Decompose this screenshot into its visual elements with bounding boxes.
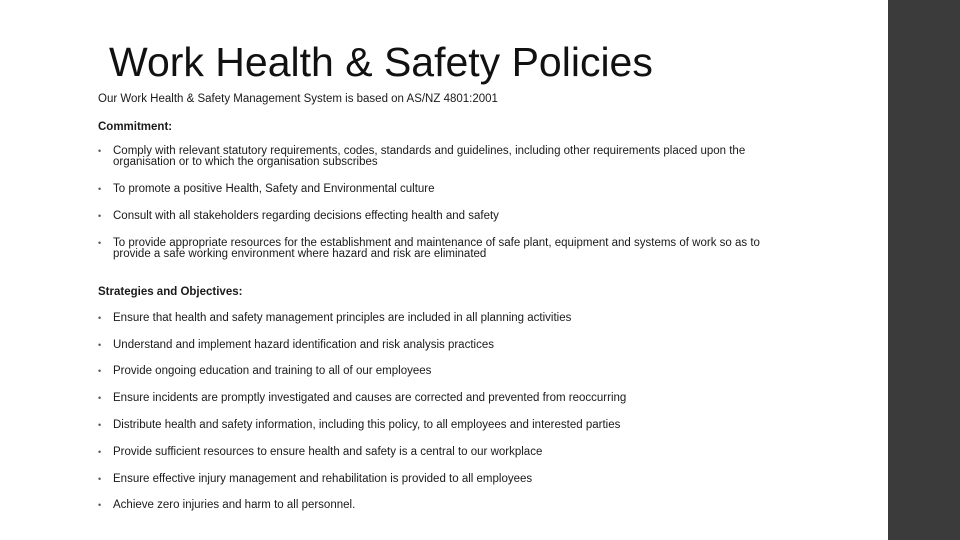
strategies-heading: Strategies and Objectives: — [98, 286, 243, 298]
page-title: Work Health & Safety Policies — [109, 39, 653, 85]
bullet-icon: • — [98, 393, 102, 403]
strategy-item: Ensure effective injury management and rehabilitation is provided to all employees — [113, 473, 533, 485]
commitment-item: To promote a positive Health, Safety and Environmental culture — [113, 183, 435, 195]
side-accent-bar — [888, 0, 960, 540]
bullet-icon: • — [98, 420, 102, 430]
bullet-icon: • — [98, 474, 102, 484]
strategy-item: Understand and implement hazard identification and risk analysis practices — [113, 339, 494, 351]
strategy-item: Achieve zero injuries and harm to all personnel. — [113, 499, 356, 511]
bullet-icon: • — [98, 146, 102, 156]
bullet-icon: • — [98, 184, 102, 194]
strategy-item: Provide sufficient resources to ensure health and safety is a central to our workplace — [113, 446, 543, 458]
commitment-item: Consult with all stakeholders regarding decisions effecting health and safety — [113, 210, 499, 222]
intro-text: Our Work Health & Safety Management System is based on AS/NZ 4801:2001 — [98, 93, 498, 105]
commitment-item: To provide appropriate resources for the establishment and maintenance of safe plant, equipment and systems of work so as to provide a safe working environment where hazard and risk are eliminated — [113, 237, 760, 260]
bullet-icon: • — [98, 313, 102, 323]
bullet-icon: • — [98, 447, 102, 457]
bullet-icon: • — [98, 500, 102, 510]
strategy-item: Ensure incidents are promptly investigated and causes are corrected and prevented from reoccurring — [113, 392, 627, 404]
commitment-item: Comply with relevant statutory requirements, codes, standards and guidelines, including other requirements placed upon the organisation or to which the organisation subscribes — [113, 145, 746, 168]
strategy-item: Ensure that health and safety management principles are included in all planning activities — [113, 312, 572, 324]
bullet-icon: • — [98, 340, 102, 350]
bullet-icon: • — [98, 366, 102, 376]
strategy-item: Distribute health and safety information, including this policy, to all employees and interested parties — [113, 419, 621, 431]
strategy-item: Provide ongoing education and training to all of our employees — [113, 365, 432, 377]
commitment-heading: Commitment: — [98, 121, 173, 133]
bullet-icon: • — [98, 238, 102, 248]
bullet-icon: • — [98, 211, 102, 221]
